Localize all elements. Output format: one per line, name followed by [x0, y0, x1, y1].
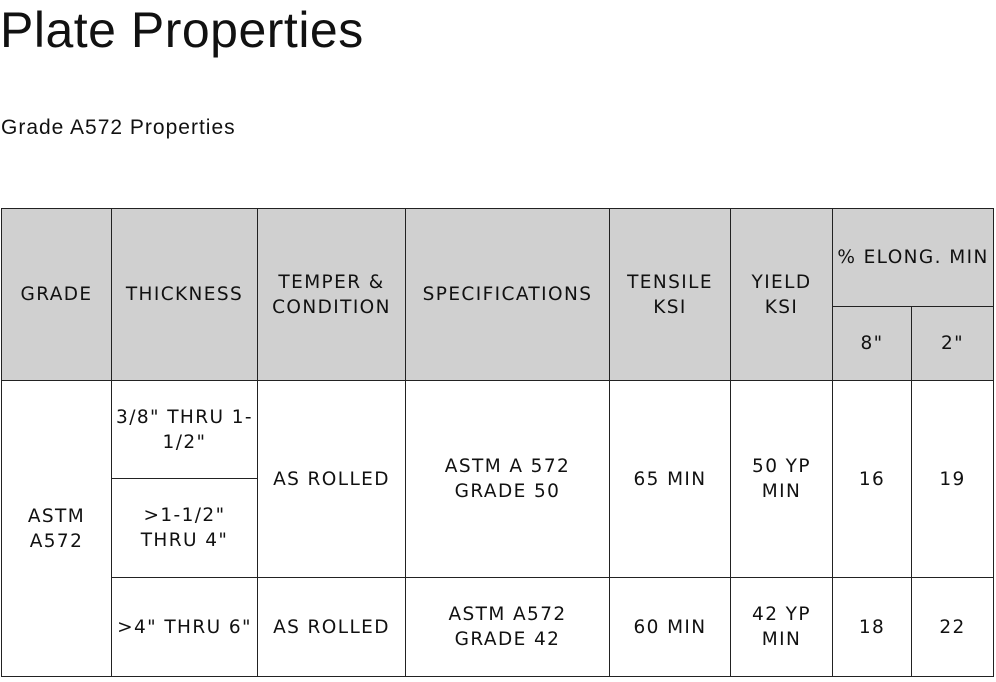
cell-elong-8: 16 — [833, 381, 912, 578]
cell-thickness: >1-1/2" THRU 4" — [112, 479, 258, 578]
header-temper-condition: TEMPER & CONDITION — [258, 209, 406, 381]
cell-elong-2: 19 — [912, 381, 994, 578]
cell-yield: 50 YP MIN — [731, 381, 833, 578]
cell-specifications: ASTM A572 GRADE 42 — [406, 578, 610, 677]
header-elong-8: 8" — [833, 307, 912, 381]
table-row — [2, 578, 994, 677]
header-elong-2: 2" — [912, 307, 994, 381]
header-yield: YIELD KSI — [731, 209, 833, 381]
cell-tensile: 60 MIN — [610, 578, 731, 677]
header-grade: GRADE — [2, 209, 112, 381]
header-specifications: SPECIFICATIONS — [406, 209, 610, 381]
cell-elong-2: 22 — [912, 578, 994, 677]
cell-yield: 42 YP MIN — [731, 578, 833, 677]
cell-specifications: ASTM A 572 GRADE 50 — [406, 381, 610, 578]
cell-grade: ASTM A572 — [2, 381, 112, 677]
header-thickness: THICKNESS — [112, 209, 258, 381]
page-subtitle: Grade A572 Properties — [1, 116, 236, 139]
cell-thickness: >4" THRU 6" — [112, 578, 258, 677]
table-header — [2, 209, 994, 381]
table-body — [2, 381, 994, 677]
header-row — [2, 209, 994, 307]
cell-temper: AS ROLLED — [258, 381, 406, 578]
page-title: Plate Properties — [0, 2, 364, 58]
cell-temper: AS ROLLED — [258, 578, 406, 677]
header-tensile: TENSILE KSI — [610, 209, 731, 381]
cell-thickness: 3/8" THRU 1-1/2" — [112, 381, 258, 479]
header-elongation: % ELONG. MIN — [833, 209, 994, 307]
cell-elong-8: 18 — [833, 578, 912, 677]
cell-tensile: 65 MIN — [610, 381, 731, 578]
properties-table — [1, 208, 994, 677]
table-row — [2, 381, 994, 479]
